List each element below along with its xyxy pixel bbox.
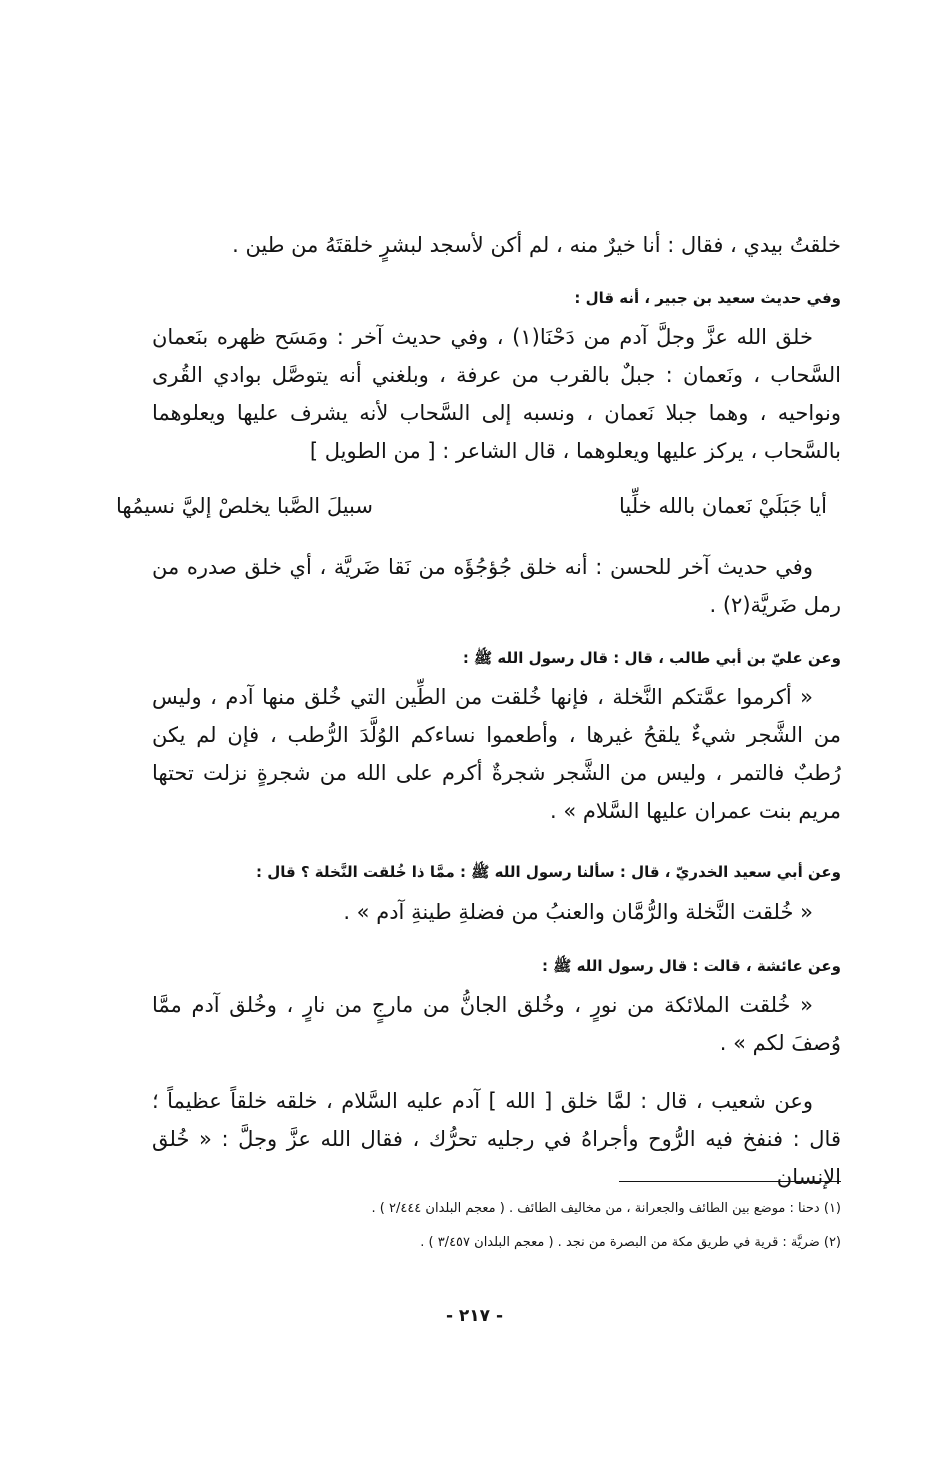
paragraph-continuation: خلقتُ بيدي ، فقال : أنا خيرٌ منه ، لم أكن لأسجد لبشرٍ خلقتَهُ من طين . <box>232 233 841 257</box>
verse-second-hemistich: سبيلَ الصَّبا يخلصْ إليَّ نسيمُها <box>115 494 373 518</box>
paragraph-palm-pomegranate-grape: « خُلقت النَّخلة والرُّمَّان والعنبُ من فضلةِ طينةِ آدم » . <box>343 900 813 924</box>
footnote-1: (١) دحنا : موضع بين الطائف والجعرانة ، من مخاليف الطائف . ( معجم البلدان ٢/٤٤٤ ) . <box>371 1201 841 1216</box>
verse-first-hemistich: أيا جَبَلَيْ نَعمان بالله خلِّيا <box>618 494 827 518</box>
paragraph-shuayb: وعن شعيب ، قال : لمَّا خلق [ الله ] آدم عليه السَّلام ، خلقه خلقاً عظيماً ؛ قال : فنفخ فيه الرُّوح وأجراهُ في رجليه تحرُّك ، فقال الله عزَّ وجلَّ : « خُلق الإنسان <box>152 1089 841 1189</box>
page-number: - ٢١٧ - <box>445 1306 504 1326</box>
section-heading-ali: وعن عليّ بن أبي طالب ، قال : قال رسول الله ﷺ : <box>462 649 841 667</box>
paragraph-angels-jinn-adam: « خُلقت الملائكة من نورٍ ، وخُلق الجانُّ من مارجٍ من نارٍ ، وخُلق آدم ممَّا وُصفَ لكم » . <box>152 993 841 1055</box>
paragraph-palm-tree-hadith: « أكرموا عمَّتكم النَّخلة ، فإنها خُلقت من الطِّين التي خُلق منها آدم ، وليس من الشَّجر شيءٌ يلقحُ غيرها ، وأطعموا نساءكم الوُلَّدَ الرُّطب ، فإن لم يكن رُطبٌ فالتمر ، وليس من الشَّجر شجرةٌ أكرم على الله من شجرةٍ نزلت تحتها مريم بنت عمران عليها السَّلام » . <box>152 685 841 823</box>
section-heading-aisha: وعن عائشة ، قالت : قال رسول الله ﷺ : <box>542 957 841 975</box>
footnote-2: (٢) ضريَّة : قرية في طريق مكة من البصرة من نجد . ( معجم البلدان ٣/٤٥٧ ) . <box>420 1235 841 1250</box>
poetry-verse <box>115 494 841 530</box>
section-heading-said-bin-jubayr: وفي حديث سعيد بن جبير ، أنه قال : <box>574 289 841 307</box>
footnote-separator <box>619 1181 841 1182</box>
paragraph-hasan-hadith: وفي حديث آخر للحسن : أنه خلق جُؤجُؤَه من نَقا ضَريَّة ، أي خلق صدره من رمل ضَريَّة(٢) . <box>152 555 841 617</box>
paragraph-creation-of-adam: خلق الله عزَّ وجلَّ آدم من دَحْنَا(١) ، وفي حديث آخر : ومَسَح ظهره بنَعمان السَّحاب ، ونَعمان : جبلٌ بالقرب من عرفة ، وبلغني أنه يتوصَّل بوادي القُرى ونواحيه ، وهما جبلا نَعمان ، ونسبه إلى السَّحاب لأنه يشرف عليها ويعلوهما بالسَّحاب ، يركز عليها ويعلوهما ، قال الشاعر : [ من الطويل ] <box>152 325 841 463</box>
section-heading-abu-said: وعن أبي سعيد الخدريّ ، قال : سألنا رسول الله ﷺ : ممَّا ذا خُلقت النَّخلة ؟ قال : <box>255 863 841 881</box>
